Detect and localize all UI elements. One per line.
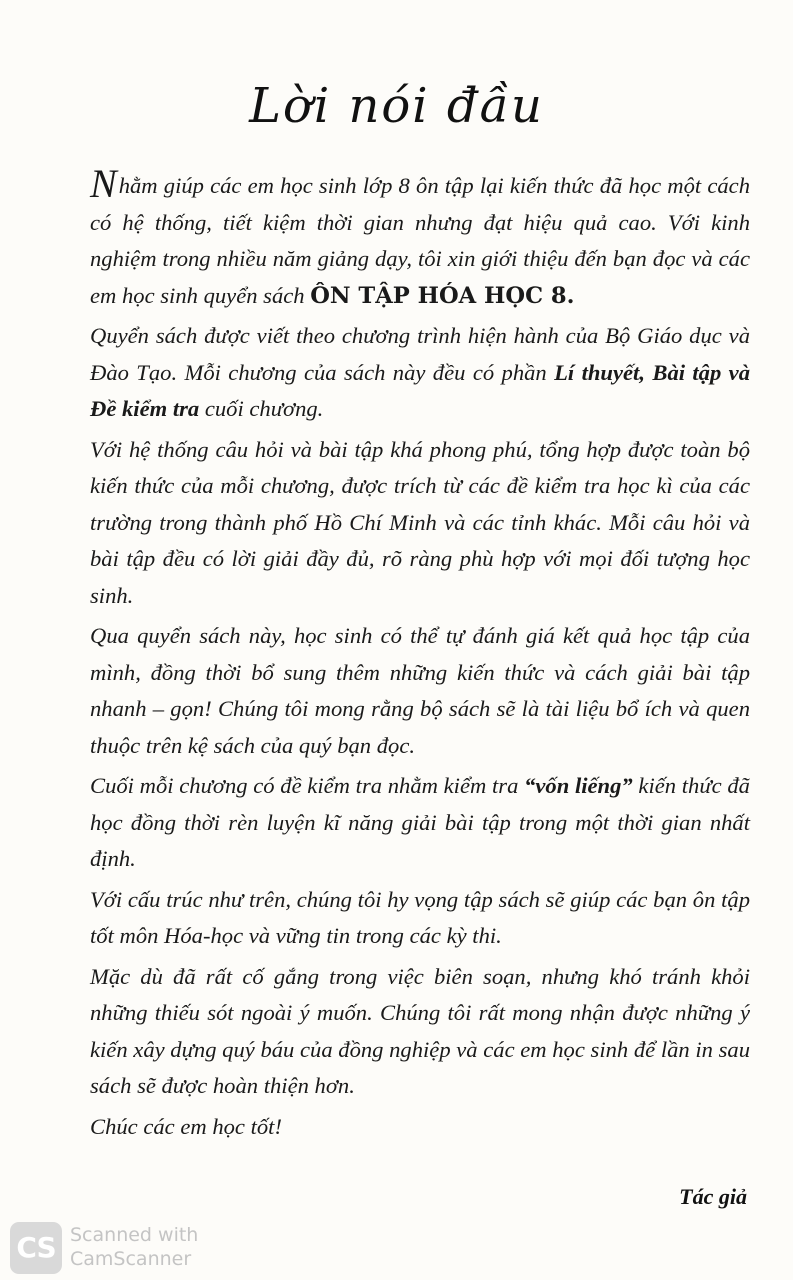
paragraph-2 [90,318,750,428]
watermark-line-2: CamScanner [70,1248,192,1270]
paragraph-5-bold: “vốn liếng” [524,773,633,798]
camscanner-logo-icon: CS [10,1222,62,1274]
paragraph-1-text: hằm giúp các em học sinh lớp 8 ôn tập lại kiến thức đã học một cách có hệ thống, tiết kiệm thời gian nhưng đạt hiệu quả cao. Với kinh nghiệm trong nhiều năm giảng dạy, tôi xin giới thiệu đến bạn đọc và các em học sinh quyển sách [90,173,750,308]
watermark-line-1: Scanned with [70,1224,199,1246]
paragraph-8: Chúc các em học tốt! [90,1113,282,1139]
paragraph-4: Qua quyển sách này, học sinh có thể tự đánh giá kết quả học tập của mình, đồng thời bổ sung thêm những kiến thức và cách giải bài tập nhanh – gọn! Chúng tôi mong rằng bộ sách sẽ là tài liệu bổ ích và quen thuộc trên kệ sách của quý bạn đọc. [90,623,750,758]
paragraph-5 [90,768,750,878]
paragraph-6: Với cấu trúc như trên, chúng tôi hy vọng tập sách sẽ giúp các bạn ôn tập tốt môn Hóa-học và vững tin trong các kỳ thi. [90,886,750,948]
preface-body [90,161,750,1145]
author-signature: Tác giả [679,1184,747,1209]
paragraph-2-tail: cuối chương. [199,396,324,421]
paragraph-7: Mặc dù đã rất cố gắng trong việc biên soạn, nhưng khó tránh khỏi những thiếu sót ngoài ý muốn. Chúng tôi rất mong nhận được những ý kiến xây dựng quý báu của đồng nghiệp và các em học sinh để lần in sau sách sẽ được hoàn thiện hơn. [90,963,750,1098]
book-title: ÔN TẬP HÓA HỌC 8. [310,282,575,309]
camscanner-watermark [10,1222,220,1274]
paragraph-1 [90,161,750,314]
paragraph-2-bold: Lí thuyết, Bài tập và Đề kiểm tra [90,359,750,421]
paragraph-5-tail: kiến thức đã học đồng thời rèn luyện kĩ năng giải bài tập trong một thời gian nhất định. [90,773,750,871]
watermark-text [70,1223,198,1271]
drop-cap: N [90,161,117,206]
paragraph-2-text: Quyển sách được viết theo chương trình hiện hành của Bộ Giáo dục và Đào Tạo. Mỗi chương của sách này đều có phần [90,323,750,385]
paragraph-5-text: Cuối mỗi chương có đề kiểm tra nhằm kiểm tra [90,773,525,798]
paragraph-3: Với hệ thống câu hỏi và bài tập khá phong phú, tổng hợp được toàn bộ kiến thức của mỗi chương, được trích từ các đề kiểm tra học kì của các trường trong thành phố Hồ Chí Minh và các tỉnh khác. Mỗi câu hỏi và bài tập đều có lời giải đầy đủ, rõ ràng phù hợp với mọi đối tượng học sinh. [90,436,750,608]
page-title: Lời nói đầu [249,78,544,134]
